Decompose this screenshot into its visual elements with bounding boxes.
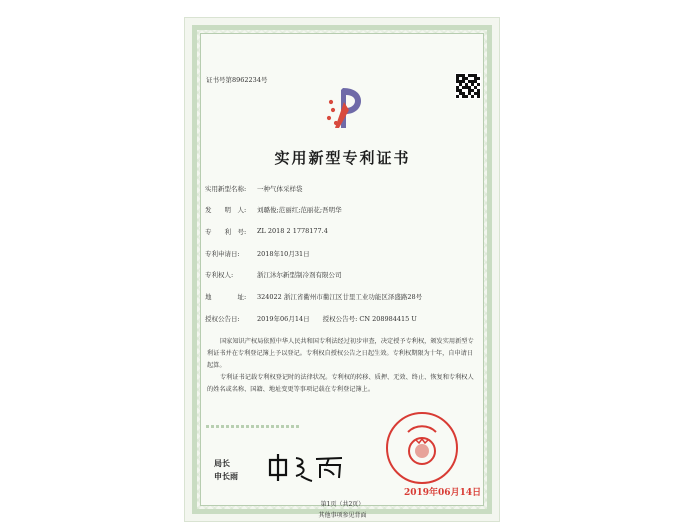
seal-emblem-icon [388,414,456,482]
field-inventor [205,205,342,214]
page-indicator: 第1页（共2页） [320,501,365,508]
field-label: 授权公告日: [205,315,240,323]
field-patent-number [205,227,328,236]
field-label: 地 址: [205,293,247,301]
field-patentee [205,270,342,279]
certificate-title: 实用新型专利证书 [274,149,411,167]
field-label: 专利权人: [205,271,234,279]
field-value: 2018年10月31日 [257,250,310,258]
field-label: 专利申请日: [205,250,240,258]
field-value: 2019年06月14日 授权公告号: CN 208984415 U [257,315,417,323]
certificate-paragraph-2: 专利证书记载专利权登记时的法律状况。专利权的转移、质押、无效、终止、恢复和专利权人的姓名或名称、国籍、地址变更等事项记载在专利登记簿上。 [207,374,474,393]
field-grant-date [205,314,417,323]
patent-certificate [184,17,500,522]
footer-note: 其他事项参见背面 [318,512,367,519]
decorative-divider [206,425,301,428]
field-value: 一种气体采样袋 [257,185,303,193]
field-value: ZL 2018 2 1778177.4 [257,227,328,235]
field-value: 324022 浙江省衢州市衢江区廿里工业功能区泽盛路28号 [257,293,423,301]
signature-name: 申长雨 [214,471,238,481]
field-value: 浙江沐尔新型制冷剂有限公司 [257,271,342,279]
field-address [205,292,422,301]
field-label: 专 利 号: [205,228,247,236]
certificate-number: 证书号第8962234号 [206,76,268,84]
certificate-inner-panel [200,33,484,519]
handwritten-signature [264,452,348,482]
official-seal [386,412,458,484]
field-application-date [205,249,310,258]
field-value: 刘璐俊;范丽红;范丽花;吾明华 [257,206,342,214]
signature-role: 局长 [214,458,230,468]
field-utility-model-name [205,184,303,193]
patent-office-emblem [325,80,375,132]
certificate-paragraph-1: 国家知识产权局依照中华人民共和国专利法经过初步审查，决定授予专利权，颁发实用新型专利证书并在专利登记簿上予以登记。专利权自授权公告之日起生效。专利权期限为十年，自申请日起算。 [207,338,474,369]
field-label: 实用新型名称: [205,185,247,193]
certificate-border [192,25,492,519]
seal-date: 2019年06月14日 [404,488,482,498]
field-label: 发 明 人: [205,206,247,214]
qr-code [456,74,480,98]
